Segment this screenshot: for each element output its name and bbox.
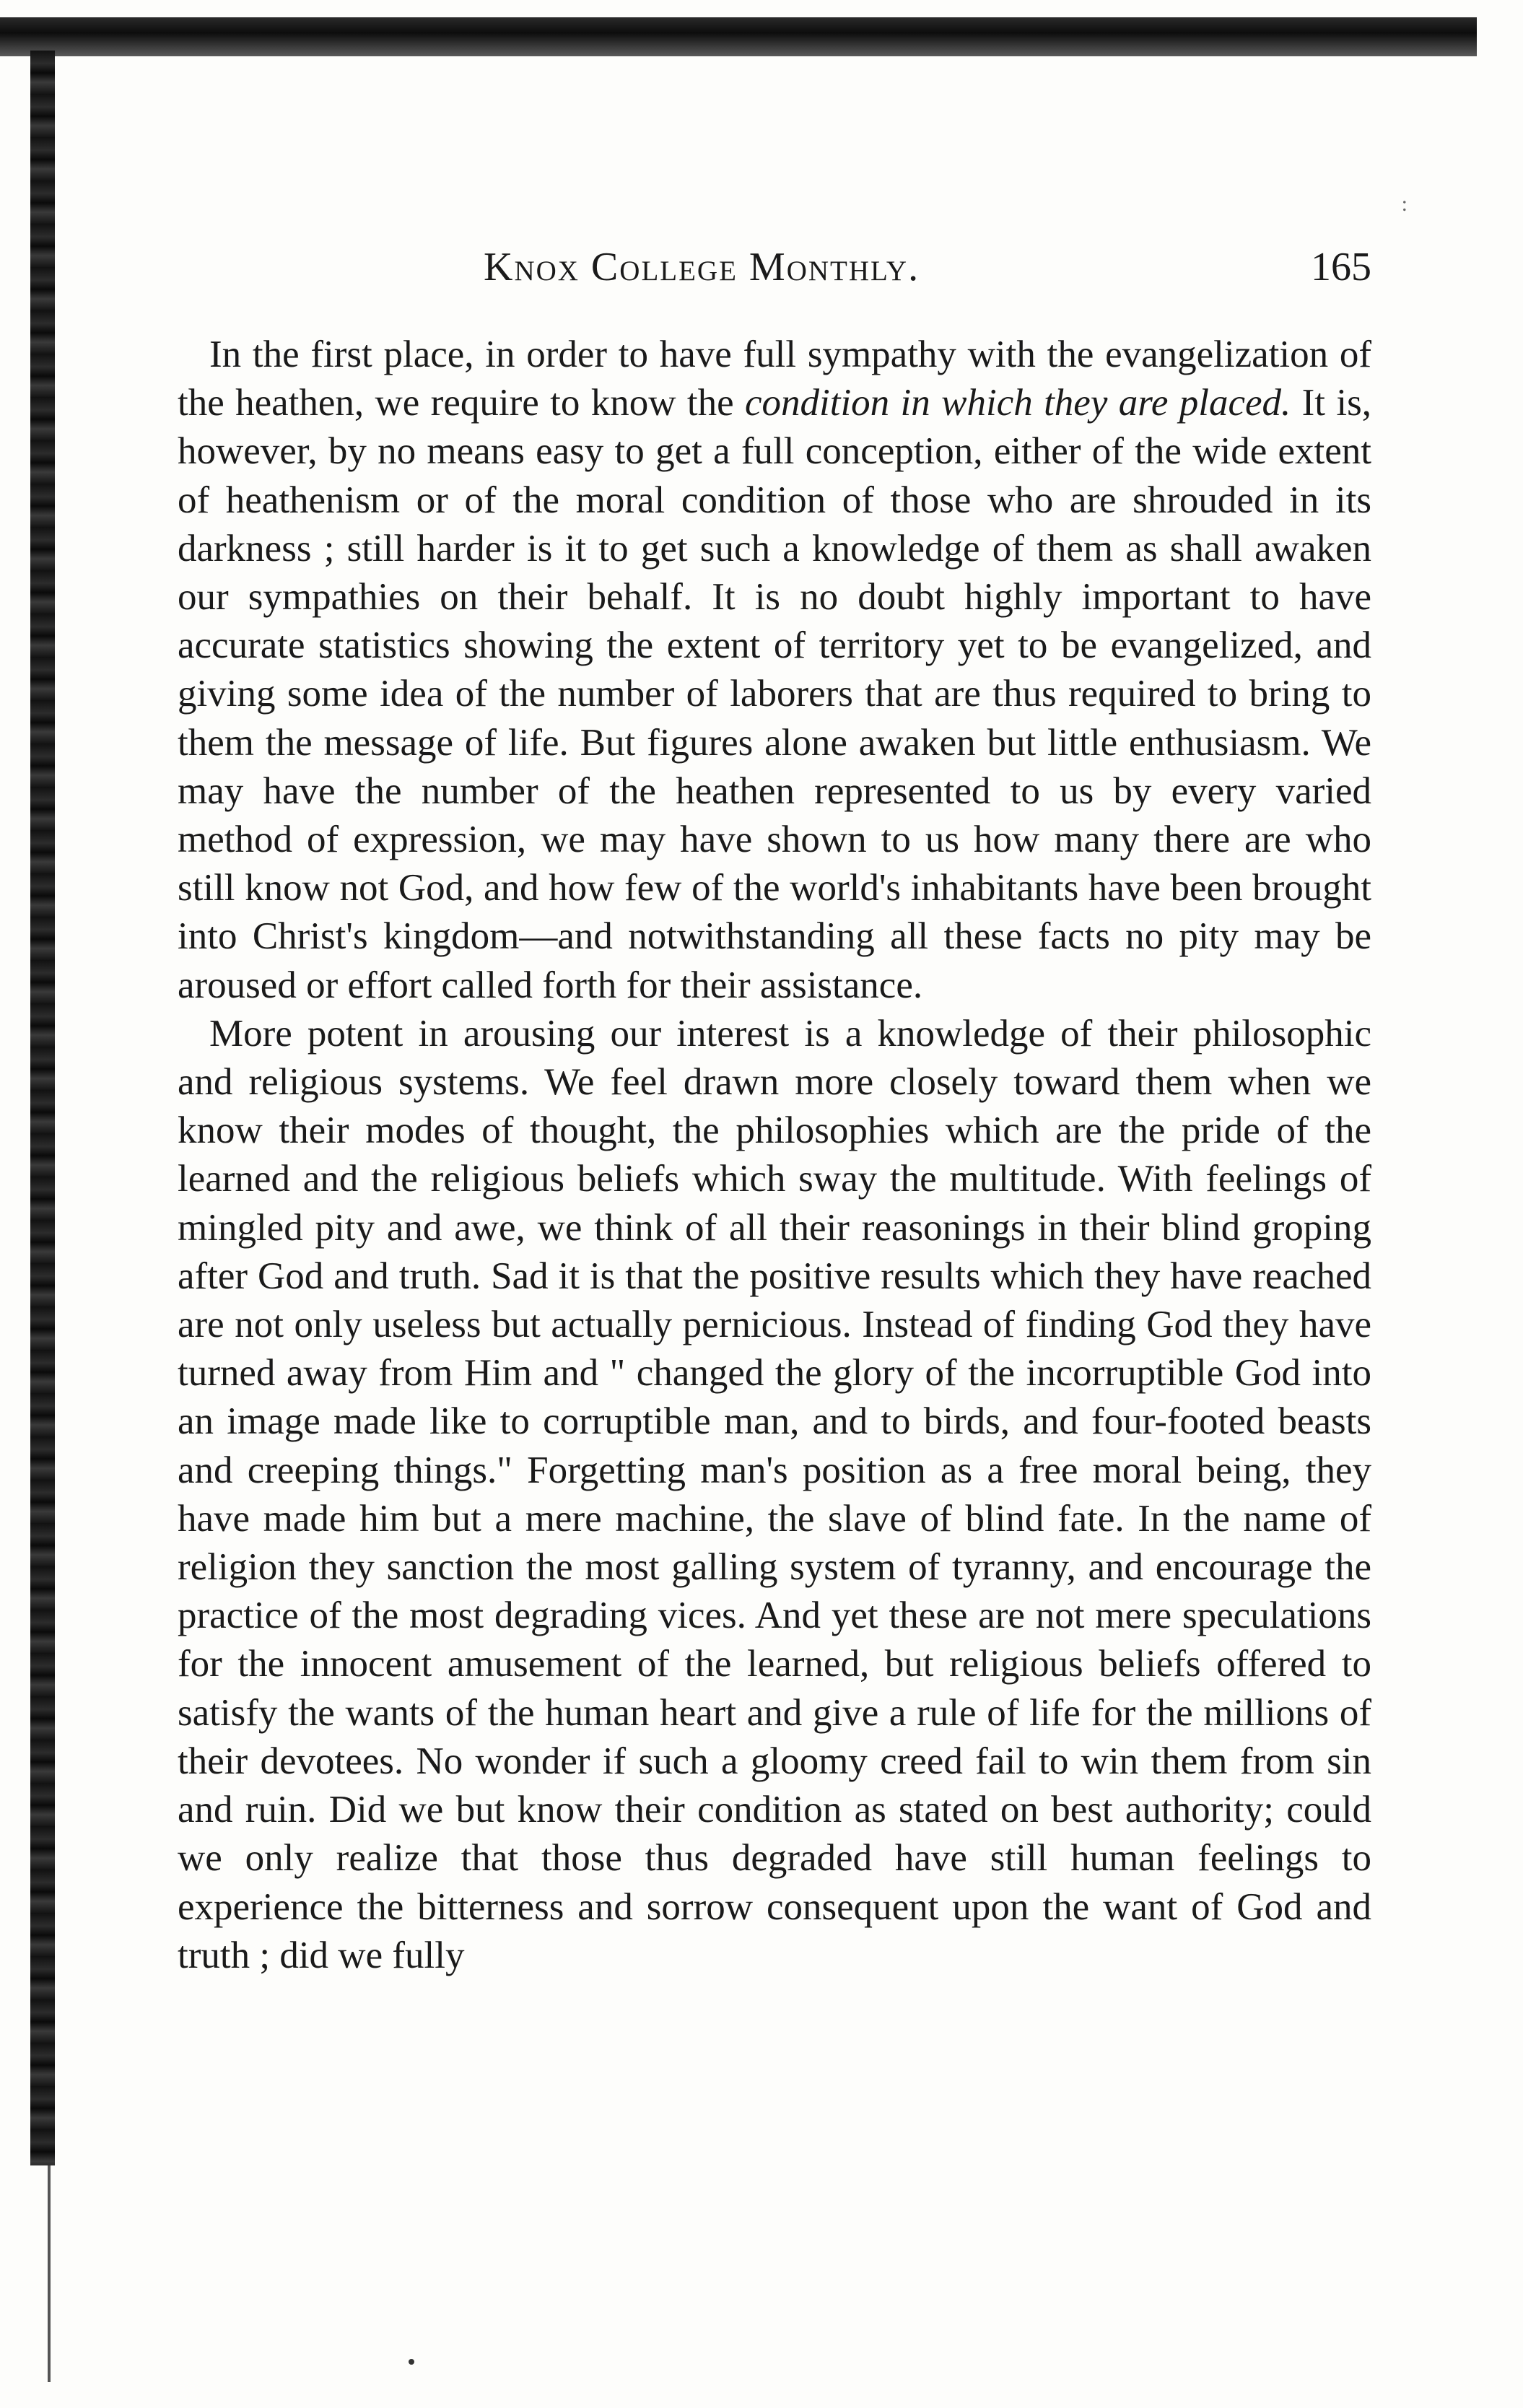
paragraph-1 [178,331,1371,1010]
page-number: 165 [1311,245,1371,289]
binding-edge-left [30,51,55,2165]
scan-speck: : [1401,192,1408,216]
paragraph-2: More potent in arousing our interest is a knowledge of their philosophic and religious systems. We feel drawn more closely toward them when we know their modes of thought, the philosophies which are the pride of the learned and the religious beliefs which sway the multitude. With feelings of mingled pity and awe, we think of all their reasonings in their blind groping after God and truth. Sad it is that the positive results which they have reached are not only useless but actually pernicious. Instead of finding God they have turned away from Him and " changed the glory of the incorruptible God into an image made like to corruptible man, and to birds, and four-footed beasts and creeping things." Forgetting man's position as a free moral being, they have made him but a mere machine, the slave of blind fate. In the name of religion they sanction the most galling system of tyranny, and encourage the practice of the most degrading vices. And yet these are not mere speculations for the innocent amusement of the learned, but religious beliefs offered to satisfy the wants of the human heart and give a rule of life for the millions of their devotees. No wonder if such a gloomy creed fail to win them from sin and ruin. Did we but know their condition as stated on best authority; could we only realize that those thus degraded have still human feelings to experience the bitterness and sorrow consequent upon the want of God and truth ; did we fully [178,1012,1371,1976]
binding-edge-top [0,17,1477,56]
body-text [178,331,1371,1980]
running-head: Knox College Monthly. [484,245,920,289]
paragraph-1-text-b: It is, however, by no means easy to get a full conception, either of the wide extent of heathenism or of the moral condition of those who are shrouded in its darkness ; still harder is it to get such a knowledge of them as shall awaken our sympathies on their behalf. It is no doubt highly important to have accurate statistics showing the extent of territory yet to be evangelized, and giving some idea of the number of laborers that are thus required to bring to them the message of life. But figures alone awaken but little enthusiasm. We may have the number of the heathen represented to us by every varied method of expression, we may have shown to us how many there are who still know not God, and how few of the world's inhabitants have been brought into Christ's kingdom—and notwithstanding all these facts no pity may be aroused or effort called forth for their assistance. [178,382,1371,1006]
scan-dot [409,2359,414,2365]
binding-edge-left-thin [48,2165,51,2382]
paragraph-1-text-a: In the first place, in order to have full sympathy with the evangelization of the heathen, we require to know the [178,333,1371,424]
page-header [173,244,1371,302]
paragraph-1-italic: condition in which they are placed. [744,382,1291,424]
